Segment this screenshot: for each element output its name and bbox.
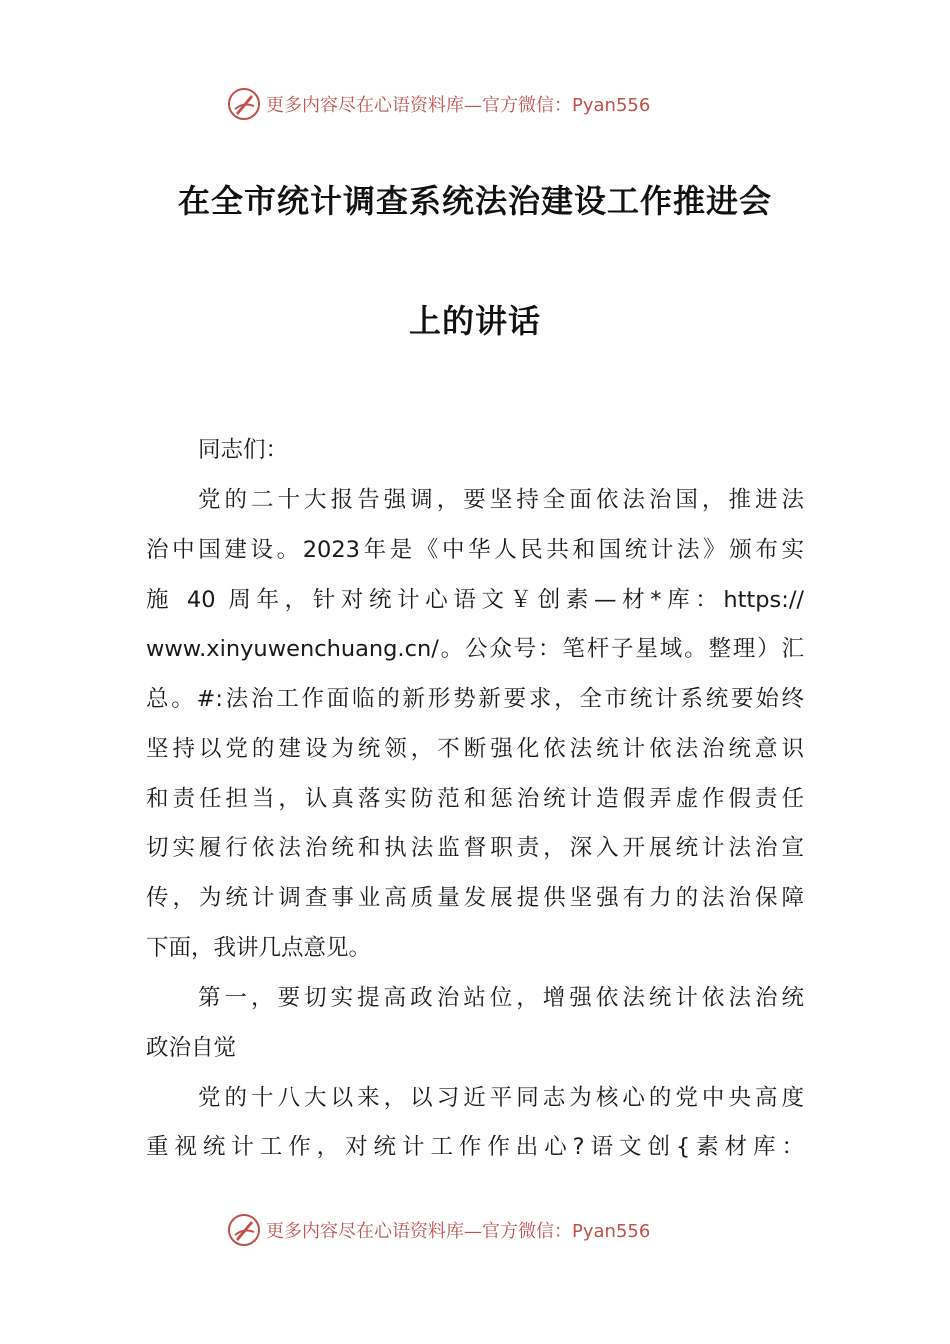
body-line: 重视统计工作，对统计工作作出心?语文创{素材库： xyxy=(146,1134,804,1160)
watermark-banner-bottom xyxy=(226,1212,746,1248)
watermark-banner-top xyxy=(226,86,746,122)
body-line: www.xinyuwenchuang.cn/。公众号：笔杆子星域。整理）汇 xyxy=(146,636,804,662)
body-line: 治中国建设。2023年是《中华人民共和国统计法》颁布实 xyxy=(146,537,804,563)
body-line: 总。#:法治工作面临的新形势新要求，全市统计系统要始终 xyxy=(146,686,804,712)
body-line: 施 40 周年，针对统计心语文￥创素—材*库：https:// xyxy=(146,587,804,613)
section-heading: 第一，要切实提高政治站位，增强依法统计依法治统 xyxy=(198,985,804,1011)
watermark-text: 更多内容尽在心语资料库—官方微信：Pyan556 xyxy=(266,1221,651,1242)
section-heading: 政治自觉 xyxy=(146,1035,237,1061)
quill-logo-icon xyxy=(226,1212,262,1248)
document-title-line-2: 上的讲话 xyxy=(408,302,541,340)
body-line: 党的十八大以来，以习近平同志为核心的党中央高度 xyxy=(198,1085,804,1111)
body-line: 切实履行依法治统和执法监督职责，深入开展统计法治宣 xyxy=(146,835,804,861)
watermark-text: 更多内容尽在心语资料库—官方微信：Pyan556 xyxy=(266,95,651,116)
body-line: 下面，我讲几点意见。 xyxy=(146,935,372,961)
body-line: 和责任担当，认真落实防范和惩治统计造假弄虚作假责任 xyxy=(146,786,804,812)
document-title-line-1: 在全市统计调查系统法治建设工作推进会 xyxy=(177,182,772,220)
quill-logo-icon xyxy=(226,86,262,122)
body-line: 同志们： xyxy=(198,437,289,463)
body-line: 党的二十大报告强调，要坚持全面依法治国，推进法 xyxy=(198,487,804,513)
body-line: 传，为统计调查事业高质量发展提供坚强有力的法治保障 xyxy=(146,885,804,911)
body-line: 坚持以党的建设为统领，不断强化依法统计依法治统意识 xyxy=(146,736,804,762)
